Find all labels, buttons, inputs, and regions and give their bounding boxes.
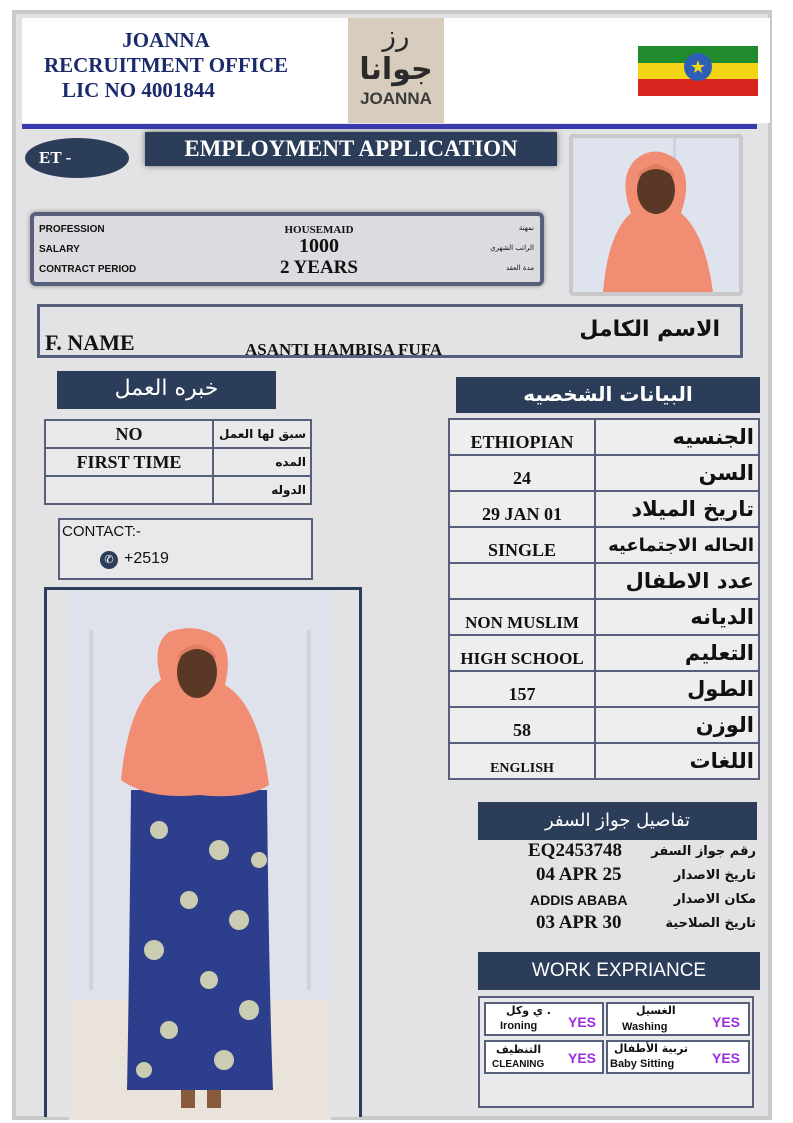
license-number: LIC NO 4001844 <box>62 78 215 102</box>
experience-heading: خبره العمل <box>57 371 276 409</box>
contract-period-value: 2 YEARS <box>280 257 358 278</box>
full-name-value: ASANTI HAMBISA FUFA <box>245 340 443 359</box>
contract-period-arabic-label: مدة العقد <box>506 264 534 272</box>
issue-date-label: تاريخ الاصدار <box>673 868 756 883</box>
contact-label: CONTACT:- <box>62 523 141 540</box>
full-body-person-image <box>69 590 331 1120</box>
skill-ironing-status: YES <box>568 1014 597 1030</box>
full-body-photo <box>44 587 362 1117</box>
salary-label: SALARY <box>39 244 80 255</box>
nationality-label: الجنسيه <box>595 419 759 455</box>
contact-phone[interactable]: +2519 <box>124 550 169 567</box>
previous-work-label: سبق لها العمل <box>213 420 311 448</box>
joanna-logo: ﺭﺯ جوانا JOANNA <box>348 18 444 123</box>
passport-number-row <box>480 840 762 864</box>
issue-date-value: 04 APR 25 <box>536 864 622 885</box>
skills-panel <box>478 996 754 1108</box>
height-label: الطول <box>595 671 759 707</box>
religion-value: NON MUSLIM <box>449 599 595 635</box>
height-value: 157 <box>449 671 595 707</box>
table-row <box>45 448 311 476</box>
job-details-panel <box>30 212 544 286</box>
table-row <box>45 420 311 448</box>
personal-data-heading: البيانات الشخصيه <box>456 377 760 413</box>
page-title: EMPLOYMENT APPLICATION <box>145 132 557 166</box>
salary-arabic-label: الراتب الشهري <box>490 244 534 252</box>
issue-place-label: مكان الاصدار <box>673 892 756 907</box>
passport-heading: تفاصيل جواز السفر <box>478 802 757 840</box>
skill-washing-status: YES <box>712 1014 741 1030</box>
personal-data-table <box>448 418 760 780</box>
work-experience-heading: WORK EXPRIANCE <box>478 952 760 990</box>
table-row <box>449 419 759 455</box>
age-label: السن <box>595 455 759 491</box>
contact-box <box>58 518 313 580</box>
salary-value: 1000 <box>299 235 339 257</box>
full-name-row <box>37 304 743 358</box>
profession-arabic-label: نمهنة <box>518 224 534 232</box>
header-divider <box>22 124 757 129</box>
table-row <box>449 455 759 491</box>
expiry-date-row <box>480 912 762 936</box>
children-count-label: عدد الاطفال <box>595 563 759 599</box>
duration-value: FIRST TIME <box>45 448 213 476</box>
passport-number-value: EQ2453748 <box>528 840 622 861</box>
issue-place-row <box>480 888 762 912</box>
marital-status-label: الحاله الاجتماعيه <box>595 527 759 563</box>
age-value: 24 <box>449 455 595 491</box>
table-row <box>449 527 759 563</box>
languages-value: ENGLISH <box>449 743 595 779</box>
table-row <box>449 707 759 743</box>
expiry-date-value: 03 APR 30 <box>536 912 622 933</box>
country-label: الدوله <box>213 476 311 504</box>
skill-baby-sitting: تربية الأطفال Baby Sitting YES <box>606 1040 750 1074</box>
experience-table <box>44 419 312 505</box>
issue-date-row <box>480 864 762 888</box>
ethiopia-flag-icon <box>638 46 758 96</box>
flag-emblem-icon: ★ <box>684 53 712 81</box>
skill-washing: الغسيل Washing YES <box>606 1002 750 1036</box>
skill-cleaning: التنظيف CLEANING YES <box>484 1040 604 1074</box>
issue-place-value: ADDIS ABABA <box>530 892 628 908</box>
table-row <box>449 671 759 707</box>
education-label: التعليم <box>595 635 759 671</box>
profession-label: PROFESSION <box>39 224 105 235</box>
birth-date-value: 29 JAN 01 <box>449 491 595 527</box>
header <box>22 18 770 123</box>
children-count-value <box>449 563 595 599</box>
skill-baby-sitting-status: YES <box>712 1050 741 1066</box>
table-row <box>449 491 759 527</box>
religion-label: الديانه <box>595 599 759 635</box>
skill-cleaning-status: YES <box>568 1050 597 1066</box>
country-value <box>45 476 213 504</box>
weight-label: الوزن <box>595 707 759 743</box>
expiry-date-label: تاريخ الصلاحية <box>665 916 756 931</box>
duration-label: المده <box>213 448 311 476</box>
contract-period-label: CONTRACT PERIOD <box>39 264 137 275</box>
portrait-person-image <box>573 138 739 292</box>
passport-details <box>480 840 762 936</box>
languages-label: اللغات <box>595 743 759 779</box>
profession-value: HOUSEMAID <box>284 224 354 236</box>
phone-icon: ✆ <box>100 551 118 569</box>
marital-status-value: SINGLE <box>449 527 595 563</box>
portrait-photo <box>569 134 743 296</box>
passport-number-label: رقم جواز السفر <box>651 844 756 859</box>
table-row <box>449 743 759 779</box>
education-value: HIGH SCHOOL <box>449 635 595 671</box>
full-name-label: F. NAME <box>45 330 135 355</box>
table-row <box>45 476 311 504</box>
table-row <box>449 563 759 599</box>
nationality-value: ETHIOPIAN <box>449 419 595 455</box>
skill-ironing: ي وكل . Ironing YES <box>484 1002 604 1036</box>
reference-badge: ET - <box>25 138 129 178</box>
full-name-arabic-label: الاسم الكامل <box>579 317 720 342</box>
table-row <box>449 599 759 635</box>
birth-date-label: تاريخ الميلاد <box>595 491 759 527</box>
table-row <box>449 635 759 671</box>
weight-value: 58 <box>449 707 595 743</box>
previous-work-value: NO <box>45 420 213 448</box>
office-name: JOANNA RECRUITMENT OFFICE LIC NO 4001844 <box>26 28 306 103</box>
